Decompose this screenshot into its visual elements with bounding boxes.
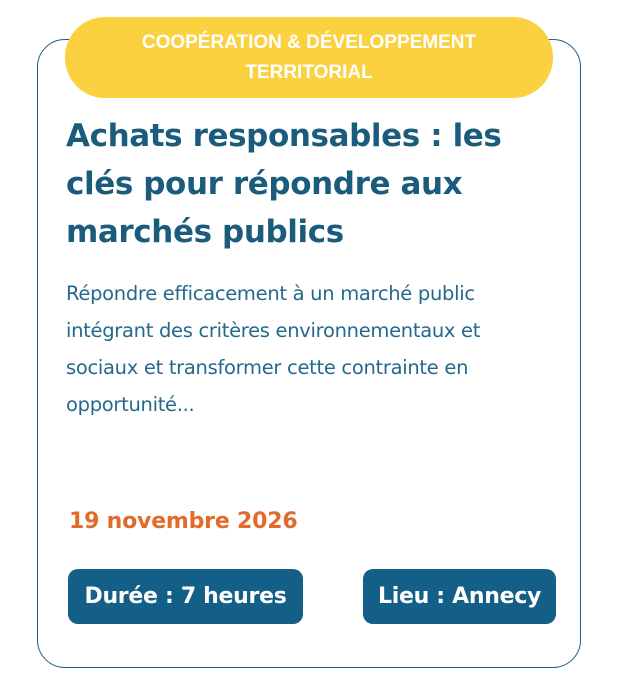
card-title[interactable]: Achats responsables : les clés pour répondre aux marchés publics bbox=[66, 118, 502, 250]
session-date: 19 novembre 2026 bbox=[69, 509, 298, 534]
card-description: Répondre efficacement à un marché public intégrant des critères environnementaux et sociaux et transformer cette contrainte en opportunité... bbox=[66, 282, 481, 416]
location-badge[interactable]: Lieu : Annecy bbox=[363, 569, 556, 624]
category-line-1: COOPÉRATION & DÉVELOPPEMENT bbox=[141, 31, 477, 53]
duration-badge[interactable]: Durée : 7 heures bbox=[68, 569, 303, 624]
category-badge bbox=[65, 17, 553, 98]
category-line-2: TERRITORIAL bbox=[245, 61, 373, 83]
